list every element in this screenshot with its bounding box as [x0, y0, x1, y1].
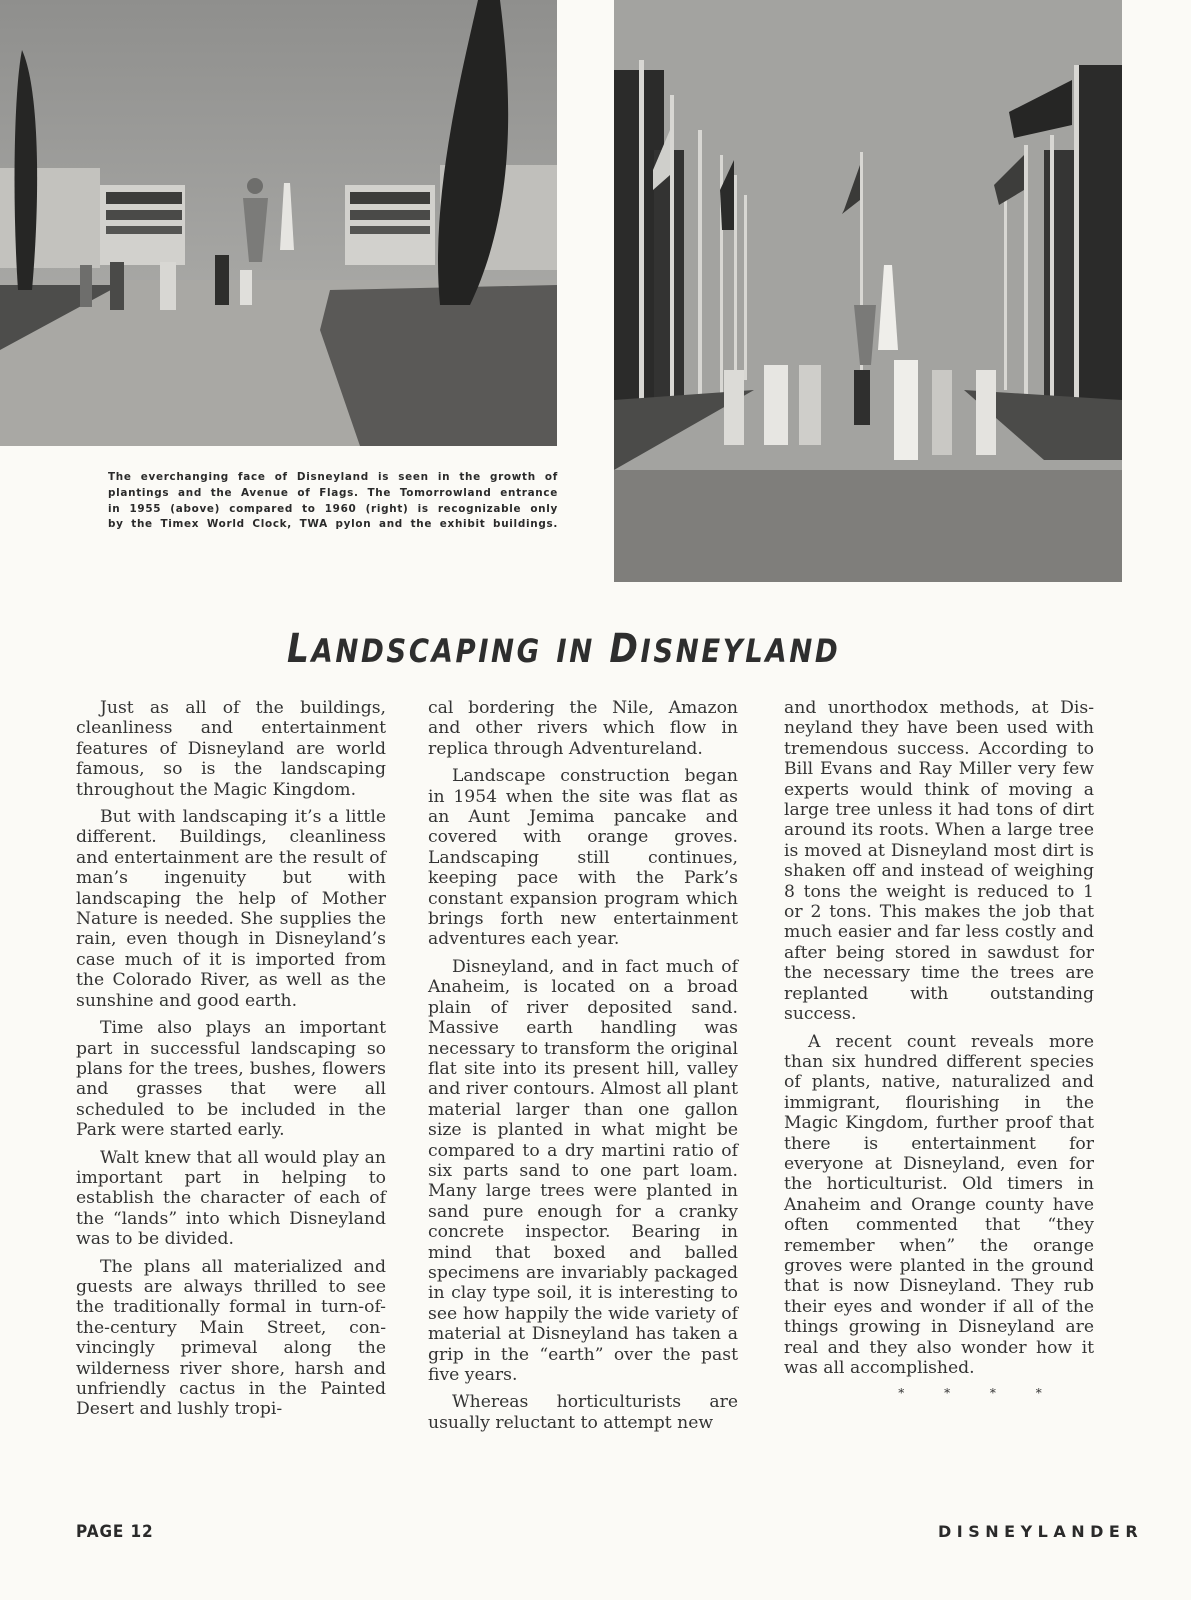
page-number: PAGE 12 [76, 1522, 154, 1542]
headline-word: IN [556, 632, 595, 670]
caption-line: in 1955 (above) compared to 1960 (right) is recognizable only [108, 502, 558, 515]
caption-line: plantings and the Avenue of Flags. The Tomorrowland entrance [108, 486, 558, 499]
photo-tomorrowland-1955 [0, 0, 557, 446]
photo-caption [108, 470, 558, 533]
publication-name: DISNEYLANDER [938, 1522, 1144, 1541]
paragraph: But with landscaping it’s a little different. Buildings, cleanliness and entertainment are the result of man’s ingenuity but with landscaping the help of Mother Nature is needed. She supplies the rain, even though in Disneyland’s case much of it is imported from the Colorado River, as well as the sunshine and good earth. [76, 807, 386, 1011]
photo-1960-illustration [614, 0, 1122, 582]
paragraph-continuation: cal bordering the Nile, Amazon and other rivers which flow in replica through Adventureland. [428, 698, 738, 759]
article-column-1 [76, 698, 386, 1427]
headline-word: ANDSCAPING [311, 632, 542, 670]
headline-initial: D [609, 626, 641, 672]
paragraph-continuation: and unorthodox methods, at Disneyland they have been used with tremendous success. According to Bill Evans and Ray Miller very few experts would think of moving a large tree unless it had tons of dirt around its roots. When a large tree is moved at Disneyland most dirt is shaken off and instead of weighing 8 tons the weight is reduced to 1 or 2 tons. This makes the job that much easier and far less costly and after being stored in sawdust for the necessary time the trees are replanted with outstanding success. [784, 698, 1094, 1025]
paragraph: A recent count reveals more than six hundred different species of plants, native, naturalized and immigrant, flourishing in the Magic Kingdom, further proof that there is entertainment for everyone at Disneyland, even for the horticulturist. Old timers in Anaheim and Orange county have often commented that “they remember when” the orange groves were planted in the ground that is now Disneyland. They rub their eyes and wonder if all of the things growing in Disneyland are real and they also wonder how it was all accomplished. [784, 1031, 1094, 1378]
photo-1955-illustration [0, 0, 557, 446]
article-column-2 [428, 698, 738, 1440]
paragraph: Time also plays an important part in successful landscaping so plans for the trees, bushes, flowers and grasses that were all scheduled to be included in the Park were started early. [76, 1018, 386, 1141]
paragraph: Whereas horticulturists are usually reluctant to attempt new [428, 1392, 738, 1433]
paragraph: Just as all of the buildings, cleanliness and entertainment features of Disneyland are world famous, so is the landscaping throughout the Magic Kingdom. [76, 698, 386, 800]
caption-line: by the Timex World Clock, TWA pylon and the exhibit buildings. [108, 518, 558, 531]
headline-word: ISNEYLAND [640, 632, 841, 670]
paragraph: Walt knew that all would play an important part in helping to establish the character of each of the “lands” into which Disneyland was to be divided. [76, 1147, 386, 1250]
end-mark: * * * * [898, 1386, 1060, 1401]
headline-initial: L [287, 626, 312, 672]
article-column-3 [784, 698, 1094, 1404]
article-headline [287, 626, 841, 672]
paragraph: Landscape construction began in 1954 when the site was flat as an Aunt Jemima pancake and covered with orange groves. Landscaping still continues, keeping pace with the Park’s constant expansion program which brings forth new entertainment adventures each year. [428, 766, 738, 950]
paragraph: Disneyland, and in fact much of Anaheim, is located on a broad plain of river deposited sand. Massive earth handling was necessary to transform the original flat site into its present hill, valley and river contours. Almost all plant material larger than one gallon size is planted in what might be compared to a dry martini ratio of six parts sand to one part loam. Many large trees were planted in sand pure enough for a cranky concrete inspector. Bearing in mind that boxed and balled specimens are invariably packaged in clay type soil, it is interesting to see how happily the wide variety of material at Disneyland has taken a grip in the “earth” over the past five years. [428, 956, 738, 1385]
paragraph: The plans all materialized and guests are always thrilled to see the traditionally formal in turn-of-the-century Main Street, convincingly primeval along the wilderness river shore, harsh and unfriendly cactus in the Painted Desert and lushly tropi- [76, 1256, 386, 1420]
caption-line: The everchanging face of Disneyland is seen in the growth of [108, 471, 558, 483]
photo-avenue-of-flags-1960 [614, 0, 1122, 582]
